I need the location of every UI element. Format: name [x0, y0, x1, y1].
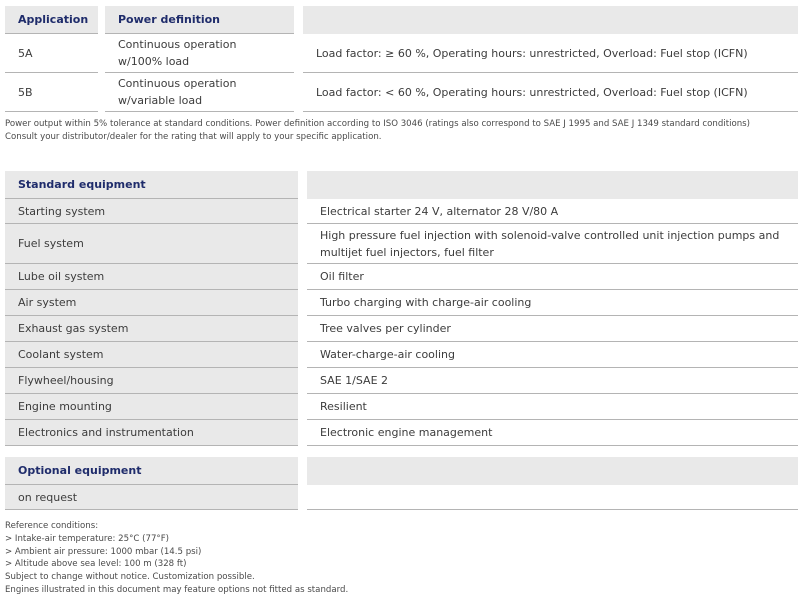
reference-line: > Ambient air pressure: 1000 mbar (14.5 psi) — [5, 546, 202, 557]
equipment-item: Air system — [5, 290, 298, 316]
equipment-item: Engine mounting — [5, 394, 298, 420]
equipment-item: on request — [5, 485, 298, 510]
table-row — [5, 224, 798, 264]
note-line: Consult your distributor/dealer for the rating that will apply to your specific application. — [5, 131, 382, 142]
equipment-value: Tree valves per cylinder — [307, 316, 798, 342]
table-row — [5, 342, 798, 368]
reference-line: > Intake-air temperature: 25°C (77°F) — [5, 533, 170, 544]
table-row — [5, 420, 798, 446]
equipment-value: Water-charge-air cooling — [307, 342, 798, 368]
application-cell: 5B — [5, 73, 98, 112]
equipment-item: Lube oil system — [5, 264, 298, 290]
equipment-item: Electronics and instrumentation — [5, 420, 298, 446]
table-row — [5, 368, 798, 394]
power-definition-line: Continuous operation — [118, 77, 237, 90]
standard-equipment-table — [5, 171, 798, 446]
table-row — [5, 73, 798, 112]
details-cell: Load factor: < 60 %, Operating hours: unrestricted, Overload: Fuel stop (ICFN) — [303, 73, 798, 112]
details-cell: Load factor: ≥ 60 %, Operating hours: unrestricted, Overload: Fuel stop (ICFN) — [303, 34, 798, 73]
equipment-value — [307, 224, 798, 264]
table-row — [5, 264, 798, 290]
equipment-value-line: High pressure fuel injection with solenoid-valve controlled unit injection pumps and — [320, 228, 780, 242]
table-row — [5, 485, 798, 510]
reference-line: Subject to change without notice. Customization possible. — [5, 572, 255, 583]
section-title-blank — [307, 171, 798, 199]
optional-equipment-table — [5, 457, 798, 510]
equipment-item: Fuel system — [5, 224, 298, 264]
equipment-value: Oil filter — [307, 264, 798, 290]
column-header-application: Application — [5, 6, 98, 34]
application-cell: 5A — [5, 34, 98, 73]
note-line: Power output within 5% tolerance at standard conditions. Power definition according to ISO 3046 (ratings also correspond to SAE J 1995 and SAE J 1349 standard conditions) — [5, 119, 750, 129]
equipment-item: Coolant system — [5, 342, 298, 368]
power-definition-line: w/100% load — [118, 55, 190, 68]
column-header-power-definition: Power definition — [105, 6, 294, 34]
equipment-value: Resilient — [307, 394, 798, 420]
equipment-item: Flywheel/housing — [5, 368, 298, 394]
section-title: Optional equipment — [5, 457, 298, 485]
power-definition-cell — [105, 73, 294, 112]
reference-line: Engines illustrated in this document may feature options not fitted as standard. — [5, 584, 349, 595]
equipment-value-line: multijet fuel injectors, fuel filter — [320, 245, 494, 259]
application-table-header — [5, 6, 798, 34]
table-row — [5, 316, 798, 342]
section-title-blank — [307, 457, 798, 485]
power-notes — [5, 118, 750, 144]
table-row — [5, 394, 798, 420]
equipment-value: Electrical starter 24 V, alternator 28 V/80 A — [307, 199, 798, 224]
table-row — [5, 199, 798, 224]
equipment-value: Electronic engine management — [307, 420, 798, 446]
standard-equipment-header — [5, 171, 798, 199]
equipment-item: Starting system — [5, 199, 298, 224]
table-row — [5, 290, 798, 316]
column-header-details — [303, 6, 798, 34]
equipment-value — [307, 485, 798, 510]
power-definition-line: Continuous operation — [118, 38, 237, 51]
optional-equipment-header — [5, 457, 798, 485]
power-definition-cell — [105, 34, 294, 73]
equipment-value: SAE 1/SAE 2 — [307, 368, 798, 394]
equipment-value: Turbo charging with charge-air cooling — [307, 290, 798, 316]
reference-line: > Altitude above sea level: 100 m (328 ft) — [5, 559, 187, 570]
equipment-item: Exhaust gas system — [5, 316, 298, 342]
power-definition-line: w/variable load — [118, 94, 203, 107]
table-row — [5, 34, 798, 73]
application-table — [5, 6, 798, 112]
reference-title: Reference conditions: — [5, 521, 99, 531]
section-title: Standard equipment — [5, 171, 298, 199]
reference-conditions — [5, 520, 348, 597]
